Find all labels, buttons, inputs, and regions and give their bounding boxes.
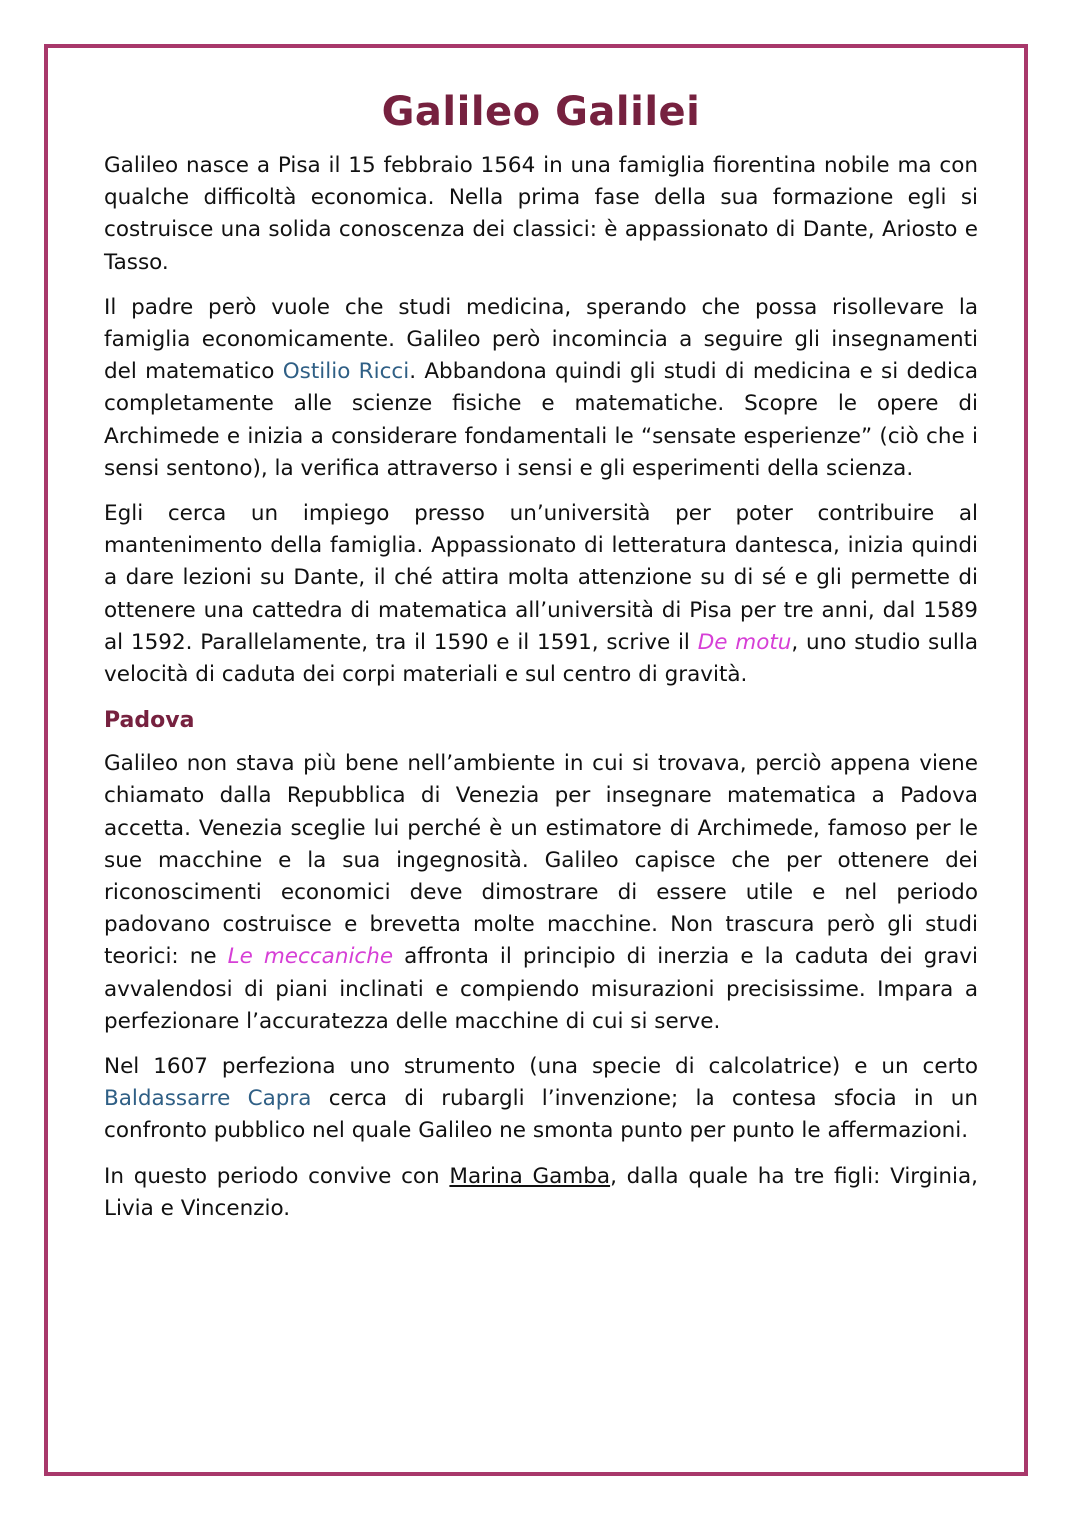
page-title: Galileo Galilei xyxy=(381,89,701,135)
pisa-text-1: Egli cerca un impiego presso un’università per poter contribuire al mantenimento della famiglia. Appassionato di letteratura dantesca, inizia quindi a dare lezioni su Dante, il ché attira molta attenzione su di sé e gli permette di ottenere una cattedra di matematica all’università di Pisa per tre anni, dal 1589 al 1592. Parallelamente, tra il 1590 e il 1591, scrive il xyxy=(104,501,978,655)
pisa-text-2: , uno studio sulla velocità di caduta dei corpi materiali e sul centro di gravità. xyxy=(104,629,978,688)
studies-text-2: . Abbandona quindi gli studi di medicina e si dedica completamente alle scienze fisiche e matematiche. Scopre le opere di Archimede e inizia a considerare fondamentali le “sensate esperienze” (ciò che i sensi sentono), la verifica attraverso i sensi e gli esperimenti della scienza. xyxy=(104,359,979,481)
intro-text: Galileo nasce a Pisa il 15 febbraio 1564 in una famiglia fiorentina nobile ma con qualche difficoltà economica. Nella prima fase della sua formazione egli si costruisce una solida conoscenza dei classici: è appassionato di Dante, Ariosto e Tasso. xyxy=(104,153,978,275)
person-name-capra: Baldassarre Capra xyxy=(104,1086,312,1112)
paragraph-family xyxy=(104,1161,978,1225)
capra-text-1: Nel 1607 perfeziona uno strumento (una specie di calcolatrice) e un certo xyxy=(104,1054,978,1080)
paragraph-studies xyxy=(104,292,978,485)
padova-text-2: affronta il principio di inerzia e la caduta dei gravi avvalendosi di piani inclinati e compiendo misurazioni precisissime. Impara a perfezionare l’accuratezza delle macchine di cui si serve. xyxy=(104,944,978,1034)
capra-text-2: cerca di rubargli l’invenzione; la contesa sfocia in un confronto pubblico nel quale Galileo ne smonta punto per punto le affermazioni. xyxy=(104,1086,978,1144)
padova-text-1: Galileo non stava più bene nell’ambiente in cui si trovava, perciò appena viene chiamato dalla Repubblica di Venezia per insegnare matematica a Padova accetta. Venezia sceglie lui perché è un estimatore di Archimede, famoso per le sue macchine e la sua ingegnosità. Galileo capisce che per ottenere dei riconoscimenti economici deve dimostrare di essere utile e nel periodo padovano costruisce e brevetta molte macchine. Non trascura però gli studi teorici: ne xyxy=(104,751,978,970)
work-title-de-motu: De motu xyxy=(697,629,792,655)
studies-text-1: Il padre però vuole che studi medicina, sperando che possa risollevare la famiglia economicamente. Galileo però incomincia a seguire gli insegnamenti del matematico xyxy=(104,294,978,385)
paragraph-padova xyxy=(104,748,978,1038)
paragraph-capra xyxy=(104,1051,978,1148)
document-body xyxy=(104,84,978,1238)
family-text-2: , dalla quale ha tre figli: Virginia, Livia e Vincenzio. xyxy=(104,1163,978,1221)
section-heading-padova: Padova xyxy=(104,708,195,734)
work-title-le-meccaniche: Le meccaniche xyxy=(227,944,394,970)
paragraph-pisa xyxy=(104,498,978,691)
family-text-1: In questo periodo convive con xyxy=(104,1163,450,1189)
teacher-name: Ostilio Ricci xyxy=(282,359,410,385)
paragraph-intro xyxy=(104,150,978,279)
person-name-marina-gamba: Marina Gamba xyxy=(449,1163,611,1189)
